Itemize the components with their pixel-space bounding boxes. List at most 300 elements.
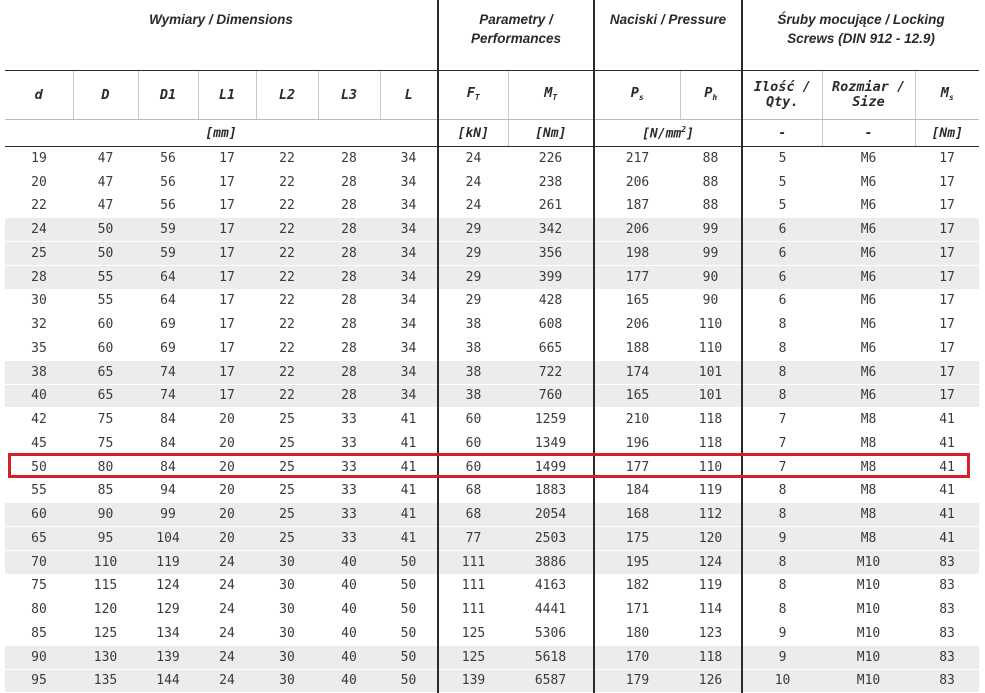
table-cell: 28 [318,337,380,361]
table-cell: 83 [915,645,979,669]
table-cell: 6 [742,218,822,242]
table-cell: 34 [380,170,438,194]
table-cell: 56 [138,194,198,218]
table-cell: 68 [438,479,508,503]
table-cell: 7 [742,408,822,432]
table-cell: 33 [318,455,380,479]
table-cell: 28 [318,218,380,242]
col-header-L1: L1 [198,71,256,120]
table-cell: 5618 [508,645,594,669]
table-cell: 20 [198,455,256,479]
table-cell: 119 [138,550,198,574]
col-header-Ps-sub: s [638,92,644,102]
table-cell: 8 [742,550,822,574]
table-cell: 42 [5,408,73,432]
table-cell: 74 [138,384,198,408]
unit-force: [kN] [438,120,508,147]
table-cell: M6 [822,360,915,384]
table-cell: M6 [822,265,915,289]
table-cell: 50 [380,669,438,693]
table-cell: 3886 [508,550,594,574]
table-cell: 75 [73,432,138,456]
col-header-Ms-main: M [940,84,949,101]
table-cell: 168 [594,503,680,527]
table-cell: 24 [198,645,256,669]
table-cell: 28 [318,313,380,337]
table-row [5,574,979,598]
table-cell: 177 [594,455,680,479]
table-cell: 40 [318,550,380,574]
table-row [5,598,979,622]
col-header-Ph [680,71,742,120]
group-pressure: Naciski / Pressure [594,0,742,71]
table-cell: M8 [822,503,915,527]
table-row [5,408,979,432]
table-row [5,622,979,646]
table-cell: 22 [256,337,318,361]
table-cell: M6 [822,289,915,313]
table-cell: 8 [742,337,822,361]
table-cell: 38 [438,360,508,384]
table-cell: 77 [438,527,508,551]
col-header-Ph-sub: h [712,92,718,102]
table-cell: M6 [822,242,915,266]
table-row [5,242,979,266]
table-cell: 171 [594,598,680,622]
table-cell: 5 [742,147,822,171]
unit-dimensions: [mm] [5,120,438,147]
table-cell: 34 [380,265,438,289]
table-cell: 56 [138,170,198,194]
table-cell: 118 [680,432,742,456]
unit-size: - [822,120,915,147]
table-cell: 45 [5,432,73,456]
table-cell: 28 [318,147,380,171]
table-cell: 129 [138,598,198,622]
table-cell: 24 [438,170,508,194]
table-cell: 120 [680,527,742,551]
table-row [5,479,979,503]
table-cell: 88 [680,147,742,171]
table-cell: 24 [198,550,256,574]
table-cell: M8 [822,432,915,456]
table-cell: M10 [822,598,915,622]
table-row [5,170,979,194]
table-cell: 17 [198,242,256,266]
table-cell: 17 [915,242,979,266]
table-cell: 17 [915,194,979,218]
table-cell: 8 [742,574,822,598]
spec-table [5,0,979,693]
unit-screw-torque: [Nm] [915,120,979,147]
col-header-FT-sub: T [474,92,480,102]
table-cell: 170 [594,645,680,669]
table-cell: 130 [73,645,138,669]
table-cell: 40 [318,622,380,646]
table-cell: 33 [318,408,380,432]
table-cell: 28 [318,384,380,408]
table-cell: 101 [680,384,742,408]
table-cell: 17 [915,289,979,313]
table-row [5,360,979,384]
table-cell: 206 [594,313,680,337]
table-cell: M6 [822,194,915,218]
table-cell: 29 [438,242,508,266]
table-cell: 83 [915,669,979,693]
table-cell: M6 [822,313,915,337]
table-cell: 399 [508,265,594,289]
table-cell: 28 [318,194,380,218]
table-cell: 64 [138,265,198,289]
table-cell: 8 [742,503,822,527]
table-cell: 22 [256,360,318,384]
table-cell: 29 [438,289,508,313]
table-cell: 60 [5,503,73,527]
table-cell: 32 [5,313,73,337]
table-cell: 17 [915,313,979,337]
table-cell: 50 [380,645,438,669]
table-cell: 179 [594,669,680,693]
table-cell: 59 [138,218,198,242]
table-cell: 50 [380,598,438,622]
table-cell: 206 [594,218,680,242]
table-row [5,218,979,242]
table-cell: 9 [742,645,822,669]
table-cell: 1259 [508,408,594,432]
spec-table-body [5,147,979,693]
table-cell: 30 [5,289,73,313]
table-cell: 22 [256,313,318,337]
table-cell: 40 [318,645,380,669]
table-cell: 111 [438,598,508,622]
table-cell: 6 [742,242,822,266]
table-cell: 17 [915,170,979,194]
table-row [5,147,979,171]
table-cell: 90 [680,265,742,289]
table-cell: 20 [198,503,256,527]
table-cell: 7 [742,455,822,479]
table-cell: 65 [73,360,138,384]
table-cell: 139 [138,645,198,669]
table-cell: 41 [380,503,438,527]
table-cell: 22 [256,170,318,194]
table-cell: 50 [73,218,138,242]
table-cell: 34 [380,242,438,266]
table-cell: 5 [742,170,822,194]
table-cell: 184 [594,479,680,503]
table-cell: 114 [680,598,742,622]
table-cell: 41 [915,503,979,527]
group-performances: Parametry / Performances [438,0,594,71]
table-cell: 4441 [508,598,594,622]
table-cell: 34 [380,337,438,361]
table-cell: 1499 [508,455,594,479]
table-cell: 17 [198,265,256,289]
table-cell: 40 [318,574,380,598]
table-cell: 50 [380,574,438,598]
table-cell: 56 [138,147,198,171]
table-cell: 88 [680,170,742,194]
table-cell: 119 [680,479,742,503]
table-cell: 75 [73,408,138,432]
table-cell: 28 [318,289,380,313]
table-cell: 760 [508,384,594,408]
table-cell: 22 [256,147,318,171]
unit-header-row [5,120,979,147]
table-cell: 17 [198,289,256,313]
table-cell: M8 [822,527,915,551]
table-cell: 34 [380,147,438,171]
table-cell: 101 [680,360,742,384]
table-cell: 41 [915,408,979,432]
table-cell: 17 [915,147,979,171]
table-cell: 5 [742,194,822,218]
table-cell: 9 [742,622,822,646]
table-cell: 24 [198,598,256,622]
table-cell: 135 [73,669,138,693]
table-cell: 17 [198,194,256,218]
table-cell: 8 [742,479,822,503]
table-cell: 1883 [508,479,594,503]
table-cell: 111 [438,574,508,598]
table-cell: 217 [594,147,680,171]
table-cell: 28 [318,242,380,266]
col-header-size: Rozmiar / Size [822,71,915,120]
table-row [5,194,979,218]
table-cell: 34 [380,194,438,218]
table-cell: 22 [256,265,318,289]
table-cell: 74 [138,360,198,384]
table-cell: M6 [822,147,915,171]
col-header-FT-main: F [466,84,475,101]
table-cell: 182 [594,574,680,598]
table-cell: 38 [438,313,508,337]
table-cell: 40 [5,384,73,408]
table-cell: 17 [198,384,256,408]
table-cell: 34 [380,289,438,313]
table-cell: 342 [508,218,594,242]
table-cell: 34 [380,218,438,242]
table-cell: 20 [5,170,73,194]
table-cell: 41 [380,408,438,432]
table-cell: 111 [438,550,508,574]
col-header-MT-main: M [544,84,553,101]
unit-pressure-close: ] [686,126,694,142]
group-header-row [5,0,979,71]
table-cell: 47 [73,194,138,218]
table-cell: 139 [438,669,508,693]
table-cell: 85 [73,479,138,503]
table-cell: 174 [594,360,680,384]
table-cell: 17 [198,337,256,361]
symbol-header-row [5,71,979,120]
table-cell: 28 [318,170,380,194]
table-cell: 238 [508,170,594,194]
table-cell: 188 [594,337,680,361]
table-cell: 195 [594,550,680,574]
unit-qty: - [742,120,822,147]
table-cell: 165 [594,289,680,313]
table-cell: 30 [256,645,318,669]
table-cell: 144 [138,669,198,693]
table-cell: M10 [822,645,915,669]
table-cell: 90 [5,645,73,669]
table-cell: 83 [915,574,979,598]
table-cell: M10 [822,550,915,574]
table-cell: 34 [380,360,438,384]
table-cell: 8 [742,598,822,622]
table-cell: 124 [680,550,742,574]
table-cell: M6 [822,337,915,361]
table-cell: 6 [742,289,822,313]
table-cell: 20 [198,527,256,551]
table-cell: 125 [438,645,508,669]
table-cell: 25 [256,503,318,527]
table-cell: 34 [380,313,438,337]
table-cell: 30 [256,550,318,574]
table-cell: 22 [256,218,318,242]
table-cell: 187 [594,194,680,218]
table-cell: 196 [594,432,680,456]
table-cell: 8 [742,360,822,384]
table-cell: 17 [915,218,979,242]
table-cell: 206 [594,170,680,194]
table-cell: 55 [73,265,138,289]
table-cell: 177 [594,265,680,289]
table-cell: 119 [680,574,742,598]
table-cell: 88 [680,194,742,218]
table-cell: 17 [915,360,979,384]
table-cell: 68 [438,503,508,527]
table-cell: 22 [256,194,318,218]
table-cell: 2503 [508,527,594,551]
table-cell: 29 [438,218,508,242]
table-cell: 261 [508,194,594,218]
table-cell: 126 [680,669,742,693]
table-cell: 24 [198,574,256,598]
table-cell: 22 [256,289,318,313]
col-header-Ms [915,71,979,120]
table-cell: 90 [73,503,138,527]
table-cell: 60 [438,432,508,456]
table-cell: 17 [198,360,256,384]
table-cell: 24 [198,669,256,693]
table-cell: 83 [915,598,979,622]
table-cell: 7 [742,432,822,456]
table-cell: 59 [138,242,198,266]
table-cell: 84 [138,455,198,479]
table-cell: M6 [822,384,915,408]
col-header-D: D [73,71,138,120]
table-cell: 33 [318,503,380,527]
table-cell: 34 [380,384,438,408]
table-cell: 65 [5,527,73,551]
table-cell: 29 [438,265,508,289]
table-cell: 17 [198,218,256,242]
table-cell: 85 [5,622,73,646]
table-cell: 428 [508,289,594,313]
col-header-Ps [594,71,680,120]
table-cell: 25 [5,242,73,266]
table-cell: 95 [5,669,73,693]
col-header-Ph-main: P [704,84,713,101]
table-cell: 17 [915,337,979,361]
table-cell: 17 [198,170,256,194]
table-cell: 25 [256,455,318,479]
table-cell: 115 [73,574,138,598]
unit-pressure [594,120,742,147]
col-header-Ps-main: P [630,84,639,101]
table-cell: 47 [73,170,138,194]
table-cell: 35 [5,337,73,361]
table-cell: 25 [256,432,318,456]
table-cell: 20 [198,479,256,503]
table-cell: 20 [198,432,256,456]
table-cell: 75 [5,574,73,598]
table-cell: 83 [915,622,979,646]
table-cell: 110 [680,455,742,479]
table-cell: 50 [5,455,73,479]
table-cell: 24 [438,194,508,218]
unit-pressure-main: [N/mm [642,126,682,142]
table-cell: 70 [5,550,73,574]
table-cell: 722 [508,360,594,384]
table-row [5,313,979,337]
table-cell: M6 [822,170,915,194]
col-header-MT-sub: T [552,92,558,102]
table-cell: M8 [822,455,915,479]
table-cell: 134 [138,622,198,646]
table-cell: 17 [198,313,256,337]
table-cell: 55 [5,479,73,503]
table-cell: 60 [438,408,508,432]
table-cell: 33 [318,432,380,456]
table-cell: 2054 [508,503,594,527]
table-cell: 4163 [508,574,594,598]
table-cell: 30 [256,574,318,598]
table-cell: 165 [594,384,680,408]
table-cell: 25 [256,479,318,503]
table-cell: 60 [73,313,138,337]
table-cell: 24 [5,218,73,242]
table-cell: 30 [256,598,318,622]
table-cell: 25 [256,408,318,432]
table-cell: 95 [73,527,138,551]
table-cell: 17 [915,265,979,289]
table-row [5,455,979,479]
table-cell: 180 [594,622,680,646]
table-row [5,432,979,456]
table-cell: 22 [256,242,318,266]
table-cell: 112 [680,503,742,527]
table-cell: 118 [680,408,742,432]
table-cell: 110 [73,550,138,574]
table-cell: 28 [318,265,380,289]
table-cell: 69 [138,337,198,361]
table-cell: 1349 [508,432,594,456]
table-cell: M8 [822,408,915,432]
table-row [5,265,979,289]
table-cell: 40 [318,669,380,693]
table-cell: 99 [680,242,742,266]
table-cell: 64 [138,289,198,313]
table-cell: 356 [508,242,594,266]
table-row [5,503,979,527]
table-cell: 24 [438,147,508,171]
table-cell: 17 [915,384,979,408]
table-cell: 60 [73,337,138,361]
unit-pressure-sup: 2 [681,124,687,134]
